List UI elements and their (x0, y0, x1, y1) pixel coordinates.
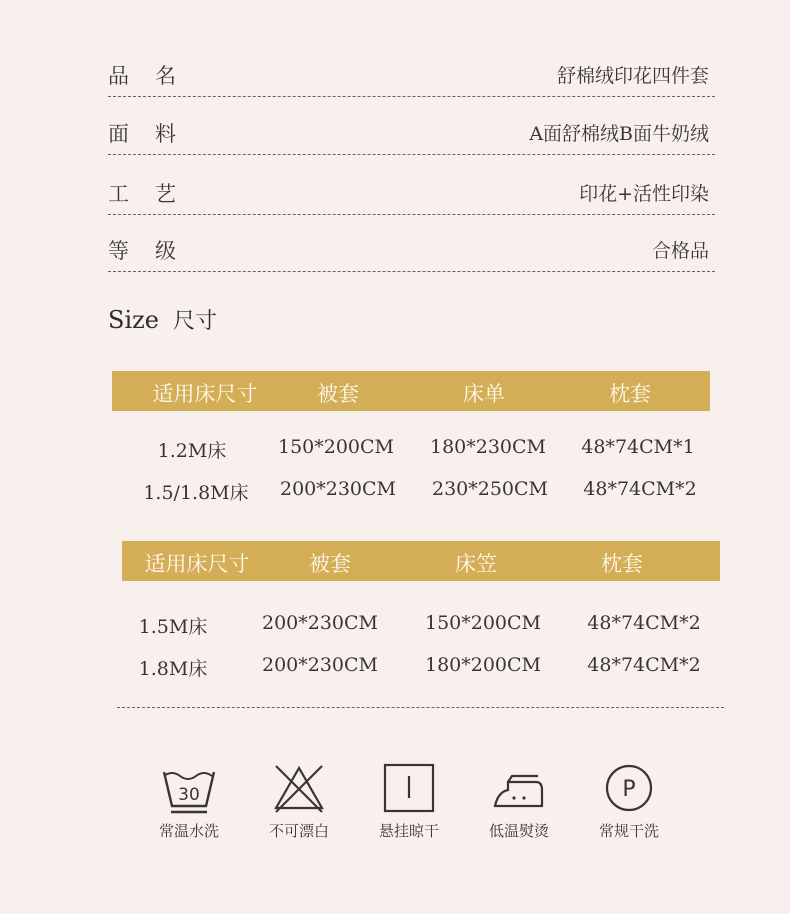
table-cell: 150*200CM (424, 612, 542, 634)
table-row (112, 478, 710, 508)
size-heading-cn: 尺寸 (172, 309, 217, 334)
table1-header-bed-size: 适用床尺寸 (152, 382, 258, 406)
care-label: 不可漂白 (268, 822, 329, 840)
table1-header (112, 371, 710, 411)
dry-clean-p-icon (584, 762, 674, 814)
no-bleach-icon (254, 762, 344, 814)
spec-value: 合格品 (651, 240, 709, 262)
care-item-dry-clean (584, 762, 674, 841)
table1-header-duvet: 被套 (317, 382, 359, 406)
spec-label: 等级 (108, 239, 202, 263)
low-iron-icon (474, 762, 564, 814)
table2-header-pillowcase: 枕套 (601, 552, 643, 576)
table-cell: 48*74CM*2 (587, 612, 701, 634)
spec-row-craft (108, 180, 715, 215)
care-label: 常温水洗 (158, 822, 219, 840)
spec-row-fabric (108, 120, 715, 155)
table-row (112, 436, 710, 466)
table-cell: 230*250CM (431, 478, 549, 500)
table2-header-duvet: 被套 (309, 552, 351, 576)
table2-header (122, 541, 720, 581)
spec-value: A面舒棉绒B面牛奶绒 (529, 123, 709, 145)
wash-temp-text: 30 (178, 785, 200, 805)
spec-value: 印花+活性印染 (579, 183, 709, 205)
table-cell: 1.5M床 (138, 616, 208, 638)
table-cell: 150*200CM (277, 436, 395, 458)
table-cell: 180*230CM (429, 436, 547, 458)
line-dry-icon (364, 762, 454, 814)
table-row (112, 612, 710, 642)
table2-header-fitted-sheet: 床笠 (455, 552, 497, 576)
care-label: 低温熨烫 (488, 822, 549, 840)
table-row (112, 654, 710, 684)
spec-row-grade (108, 237, 715, 272)
table-cell: 1.2M床 (157, 440, 227, 462)
table-cell: 48*74CM*2 (583, 478, 697, 500)
wash-30-icon (144, 762, 234, 814)
table-cell: 1.8M床 (138, 658, 208, 680)
care-item-line-dry (364, 762, 454, 841)
care-item-no-bleach (254, 762, 344, 841)
table-cell: 48*74CM*2 (587, 654, 701, 676)
size-heading-en: Size (108, 306, 159, 334)
table2-header-bed-size: 适用床尺寸 (144, 552, 250, 576)
size-heading (108, 304, 217, 335)
care-label: 悬挂晾干 (378, 822, 439, 840)
spec-label: 工艺 (108, 182, 202, 206)
table-cell: 48*74CM*1 (581, 436, 695, 458)
table-cell: 1.5/1.8M床 (143, 482, 249, 504)
table1-header-sheet: 床单 (463, 382, 505, 406)
spec-value: 舒棉绒印花四件套 (556, 65, 709, 87)
care-label: 常规干洗 (598, 822, 659, 840)
care-item-wash (144, 762, 234, 841)
table1-header-pillowcase: 枕套 (609, 382, 651, 406)
section-divider (117, 707, 724, 708)
table-cell: 180*200CM (424, 654, 542, 676)
table-cell: 200*230CM (261, 654, 379, 676)
spec-row-name (108, 62, 715, 97)
table-cell: 200*230CM (261, 612, 379, 634)
spec-label: 面料 (108, 122, 202, 146)
table-cell: 200*230CM (279, 478, 397, 500)
dry-clean-letter: P (622, 777, 636, 802)
spec-label: 品名 (108, 64, 202, 88)
care-item-low-iron (474, 762, 564, 841)
